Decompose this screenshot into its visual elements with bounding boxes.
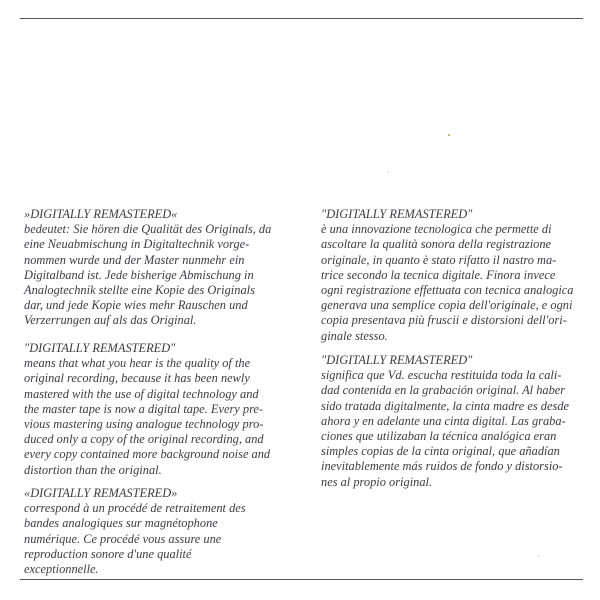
text-line: bandes analogiques sur magnétophone	[24, 516, 218, 531]
text-line: originale, in quanto è stato rifatto il nastro ma-	[321, 252, 557, 267]
text-line: original recording, because it has been newly	[24, 371, 250, 386]
text-line: mastered with the use of digital technology and	[24, 386, 259, 401]
text-line: ciones que utilizaban la técnica analógica eran	[321, 429, 557, 444]
text-line: reproduction sonore d'une qualité	[24, 546, 192, 561]
text-line: vious mastering using analogue technology pro-	[24, 417, 264, 432]
text-line: ahora y en adelante una cinta digital. Las graba-	[321, 413, 566, 428]
text-line: Verzerrungen auf als das Original.	[24, 313, 197, 328]
text-line: trice secondo la tecnica digitale. Finora invece	[321, 267, 556, 282]
paper-speck	[448, 134, 450, 136]
paper-speck	[538, 555, 539, 556]
text-line: the master tape is now a digital tape. Every pre-	[24, 401, 264, 416]
text-line: sido tratada digitalmente, la cinta madre es desde	[321, 398, 570, 413]
text-line: copia presentava più fruscii e distorsioni dell'ori-	[321, 313, 567, 328]
section-german	[24, 207, 309, 329]
text-line: nes al propio original.	[321, 474, 433, 489]
text-line: eine Neuabmischung in Digitaltechnik vorge-	[24, 237, 250, 252]
section-title: »DIGITALLY REMASTERED«	[24, 207, 178, 221]
text-line: è una innovazione tecnologica che permette di	[321, 222, 552, 237]
text-line: nommen wurde und der Master nunmehr ein	[24, 252, 245, 267]
text-line: exceptionnelle.	[24, 562, 99, 577]
text-line: significa que Vd. escucha restituida toda la cali-	[321, 368, 562, 383]
section-title: "DIGITALLY REMASTERED"	[321, 353, 473, 367]
text-line: simples copias de la cinta original, que añadían	[321, 444, 560, 459]
section-french	[24, 486, 309, 577]
text-line: means that what you hear is the quality of the	[24, 356, 251, 371]
section-english	[24, 341, 309, 478]
text-line: numérique. Ce procédé vous assure une	[24, 531, 222, 546]
section-title: «DIGITALLY REMASTERED»	[24, 486, 178, 500]
section-title: "DIGITALLY REMASTERED"	[321, 207, 473, 221]
text-line: every copy contained more background noise and	[24, 447, 271, 462]
text-line: ogni registrazione effettuata con tecnica analogica	[321, 283, 574, 298]
section-italian	[321, 207, 600, 344]
paper-speck	[388, 172, 389, 173]
section-spanish	[321, 353, 600, 490]
text-line: correspond à un procédé de retraitement des	[24, 501, 246, 516]
text-line: generava una semplice copia dell'originale, e ogni	[321, 298, 573, 313]
text-line: ascoltare la qualità sonora della registrazione	[321, 237, 552, 252]
text-line: distortion than the original.	[24, 462, 162, 477]
top-rule	[20, 18, 583, 19]
text-line: duced only a copy of the original recording, and	[24, 432, 264, 447]
text-line: ginale stesso.	[321, 328, 388, 343]
text-line: bedeutet: Sie hören die Qualität des Originals, da	[24, 222, 272, 237]
text-line: inevitablemente más ruidos de fondo y distorsio-	[321, 459, 563, 474]
text-line: dad contenida en la grabación original. Al haber	[321, 383, 566, 398]
text-line: Digitalband ist. Jede bisherige Abmischung in	[24, 267, 254, 282]
bottom-rule	[20, 579, 583, 580]
text-line: Analogtechnik stellte eine Kopie des Originals	[24, 283, 255, 298]
text-line: dar, und jede Kopie wies mehr Rauschen und	[24, 298, 248, 313]
section-title: "DIGITALLY REMASTERED"	[24, 341, 176, 355]
